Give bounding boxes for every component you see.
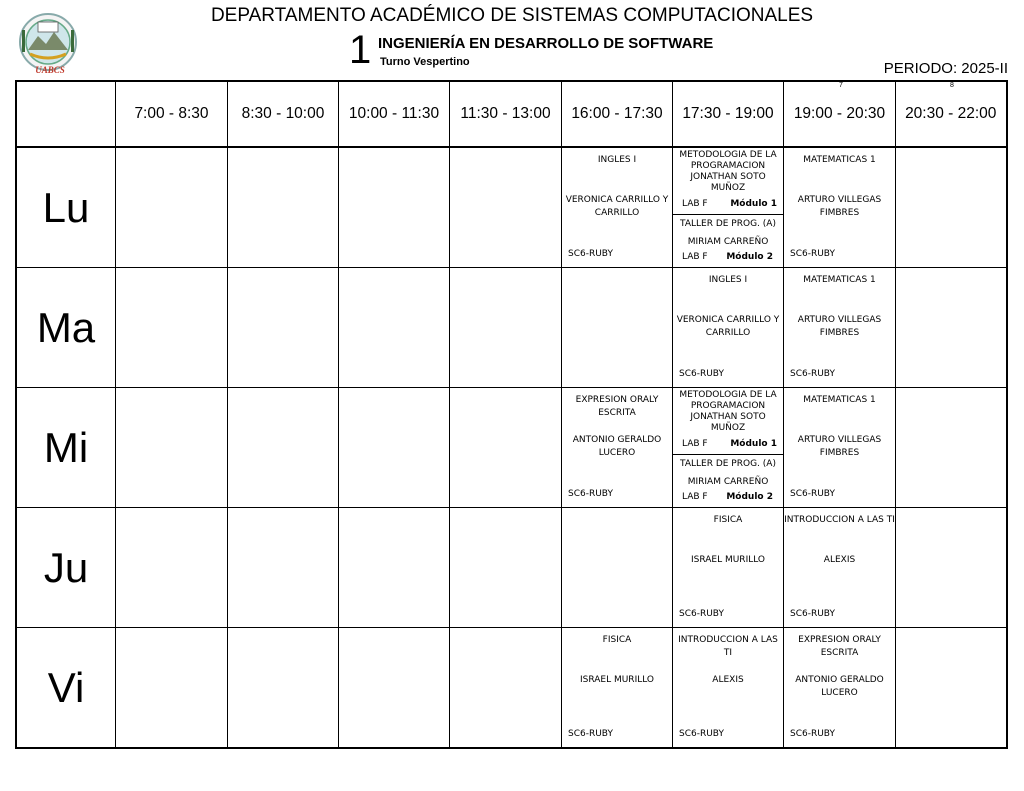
empty-slot xyxy=(450,388,562,508)
program-name: INGENIERÍA EN DESARROLLO DE SOFTWARE xyxy=(378,35,714,52)
day-label: Vi xyxy=(16,628,116,749)
class-room: SC6-RUBY xyxy=(790,369,835,379)
empty-slot xyxy=(450,147,562,268)
class-slot xyxy=(673,508,784,628)
empty-slot xyxy=(116,147,228,268)
schedule-table xyxy=(15,80,1008,749)
empty-slot xyxy=(339,388,450,508)
class-room: SC6-RUBY xyxy=(679,729,724,739)
day-row-friday xyxy=(16,628,1007,749)
class-slot xyxy=(784,508,896,628)
class-slot xyxy=(562,388,673,508)
module-label: Módulo 1 xyxy=(730,439,777,449)
empty-slot xyxy=(896,628,1007,749)
empty-slot xyxy=(450,628,562,749)
class-subject: TALLER DE PROG. (A) xyxy=(680,219,776,229)
empty-slot xyxy=(562,508,673,628)
empty-slot xyxy=(896,147,1007,268)
class-slot xyxy=(784,147,896,268)
empty-slot xyxy=(562,268,673,388)
empty-slot xyxy=(228,628,339,749)
split-top-class xyxy=(673,148,783,215)
time-slot-header: 17:30 - 19:00 xyxy=(673,81,784,147)
class-subject: METODOLOGIA DE LA PROGRAMACION JONATHAN SOTO MUÑOZ xyxy=(679,390,777,433)
class-room: SC6-RUBY xyxy=(679,369,724,379)
time-slot-header: 7:00 - 8:30 xyxy=(116,81,228,147)
empty-slot xyxy=(228,388,339,508)
class-subject: FISICA xyxy=(713,515,743,525)
class-room: SC6-RUBY xyxy=(790,249,835,259)
class-room: SC6-RUBY xyxy=(790,489,835,499)
class-teacher: ARTURO VILLEGAS FIMBRES xyxy=(797,435,882,458)
class-subject: INGLES I xyxy=(597,155,637,165)
class-slot xyxy=(562,628,673,749)
class-slot xyxy=(784,628,896,749)
empty-slot xyxy=(339,628,450,749)
class-subject: INGLES I xyxy=(708,275,748,285)
period-label: PERIODO: 2025-II xyxy=(883,60,1008,77)
day-label: Lu xyxy=(16,147,116,268)
class-room: LAB F xyxy=(682,492,708,502)
class-room: SC6-RUBY xyxy=(568,249,613,259)
empty-slot xyxy=(116,388,228,508)
class-room: LAB F xyxy=(682,199,708,209)
split-top-class xyxy=(673,388,783,455)
class-teacher: ALEXIS xyxy=(823,555,856,565)
class-subject: MATEMATICAS 1 xyxy=(803,395,876,405)
time-slot-header: 16:00 - 17:30 xyxy=(562,81,673,147)
day-label: Ma xyxy=(16,268,116,388)
class-room: LAB F xyxy=(682,439,708,449)
empty-slot xyxy=(339,268,450,388)
empty-slot xyxy=(116,628,228,749)
class-subject: INTRODUCCION A LAS TI xyxy=(678,635,778,658)
day-row-monday xyxy=(16,147,1007,268)
empty-slot xyxy=(339,147,450,268)
empty-slot xyxy=(450,508,562,628)
empty-slot xyxy=(896,508,1007,628)
class-teacher: ALEXIS xyxy=(712,675,744,685)
group-number: 1 xyxy=(349,28,372,72)
time-slot-header: 20:30 - 22:00 xyxy=(896,81,1007,147)
class-room: SC6-RUBY xyxy=(568,729,613,739)
time-slot-header: 10:00 - 11:30 xyxy=(339,81,450,147)
class-teacher: ANTONIO GERALDO LUCERO xyxy=(795,675,884,698)
class-slot xyxy=(673,628,784,749)
time-header-row xyxy=(16,81,1007,147)
class-teacher: VERONICA CARRILLO Y CARRILLO xyxy=(676,315,780,338)
column-number-7: 7 xyxy=(839,82,843,89)
class-subject: TALLER DE PROG. (A) xyxy=(680,459,776,469)
class-teacher: VERONICA CARRILLO Y CARRILLO xyxy=(565,195,669,218)
split-class-slot xyxy=(673,388,784,508)
class-subject: EXPRESION ORALY ESCRITA xyxy=(798,635,881,658)
empty-slot xyxy=(228,147,339,268)
time-slot-header: 8:30 - 10:00 xyxy=(228,81,339,147)
empty-slot xyxy=(116,268,228,388)
time-slot-header: 11:30 - 13:00 xyxy=(450,81,562,147)
time-slot-header: 19:00 - 20:30 xyxy=(784,81,896,147)
empty-slot xyxy=(339,508,450,628)
class-teacher: ISRAEL MURILLO xyxy=(579,675,655,685)
class-teacher: MIRIAM CARREÑO xyxy=(687,477,769,487)
class-room: SC6-RUBY xyxy=(790,729,835,739)
empty-slot xyxy=(228,268,339,388)
empty-slot xyxy=(228,508,339,628)
split-bottom-class xyxy=(673,455,783,507)
module-label: Módulo 2 xyxy=(726,252,773,262)
class-slot xyxy=(673,268,784,388)
split-class-slot xyxy=(673,147,784,268)
class-subject: METODOLOGIA DE LA PROGRAMACION JONATHAN SOTO MUÑOZ xyxy=(679,150,777,193)
department-title: DEPARTAMENTO ACADÉMICO DE SISTEMAS COMPUTACIONALES xyxy=(210,5,814,26)
corner-cell xyxy=(16,81,116,147)
class-slot xyxy=(562,147,673,268)
day-row-wednesday xyxy=(16,388,1007,508)
class-teacher: ARTURO VILLEGAS FIMBRES xyxy=(797,315,882,338)
class-subject: MATEMATICAS 1 xyxy=(803,155,876,165)
day-label: Ju xyxy=(16,508,116,628)
class-subject: EXPRESION ORALY ESCRITA xyxy=(575,395,659,418)
empty-slot xyxy=(450,268,562,388)
class-subject: MATEMATICAS 1 xyxy=(803,275,876,285)
class-slot xyxy=(784,388,896,508)
empty-slot xyxy=(896,388,1007,508)
class-room: SC6-RUBY xyxy=(679,609,724,619)
class-teacher: ISRAEL MURILLO xyxy=(690,555,766,565)
day-row-tuesday xyxy=(16,268,1007,388)
class-subject: FISICA xyxy=(602,635,632,645)
class-teacher: ARTURO VILLEGAS FIMBRES xyxy=(797,195,882,218)
class-subject: INTRODUCCION A LAS TI xyxy=(784,515,895,525)
shift-label: Turno Vespertino xyxy=(380,56,470,68)
day-row-thursday xyxy=(16,508,1007,628)
module-label: Módulo 2 xyxy=(726,492,773,502)
day-label: Mi xyxy=(16,388,116,508)
column-number-8: 8 xyxy=(950,82,954,89)
class-room: LAB F xyxy=(682,252,708,262)
class-teacher: ANTONIO GERALDO LUCERO xyxy=(572,435,662,458)
logo-lettering: UABCS xyxy=(35,65,65,75)
class-room: SC6-RUBY xyxy=(568,489,613,499)
class-slot xyxy=(784,268,896,388)
split-bottom-class xyxy=(673,215,783,267)
module-label: Módulo 1 xyxy=(730,199,777,209)
class-room: SC6-RUBY xyxy=(790,609,835,619)
empty-slot xyxy=(116,508,228,628)
empty-slot xyxy=(896,268,1007,388)
class-teacher: MIRIAM CARREÑO xyxy=(687,237,769,247)
